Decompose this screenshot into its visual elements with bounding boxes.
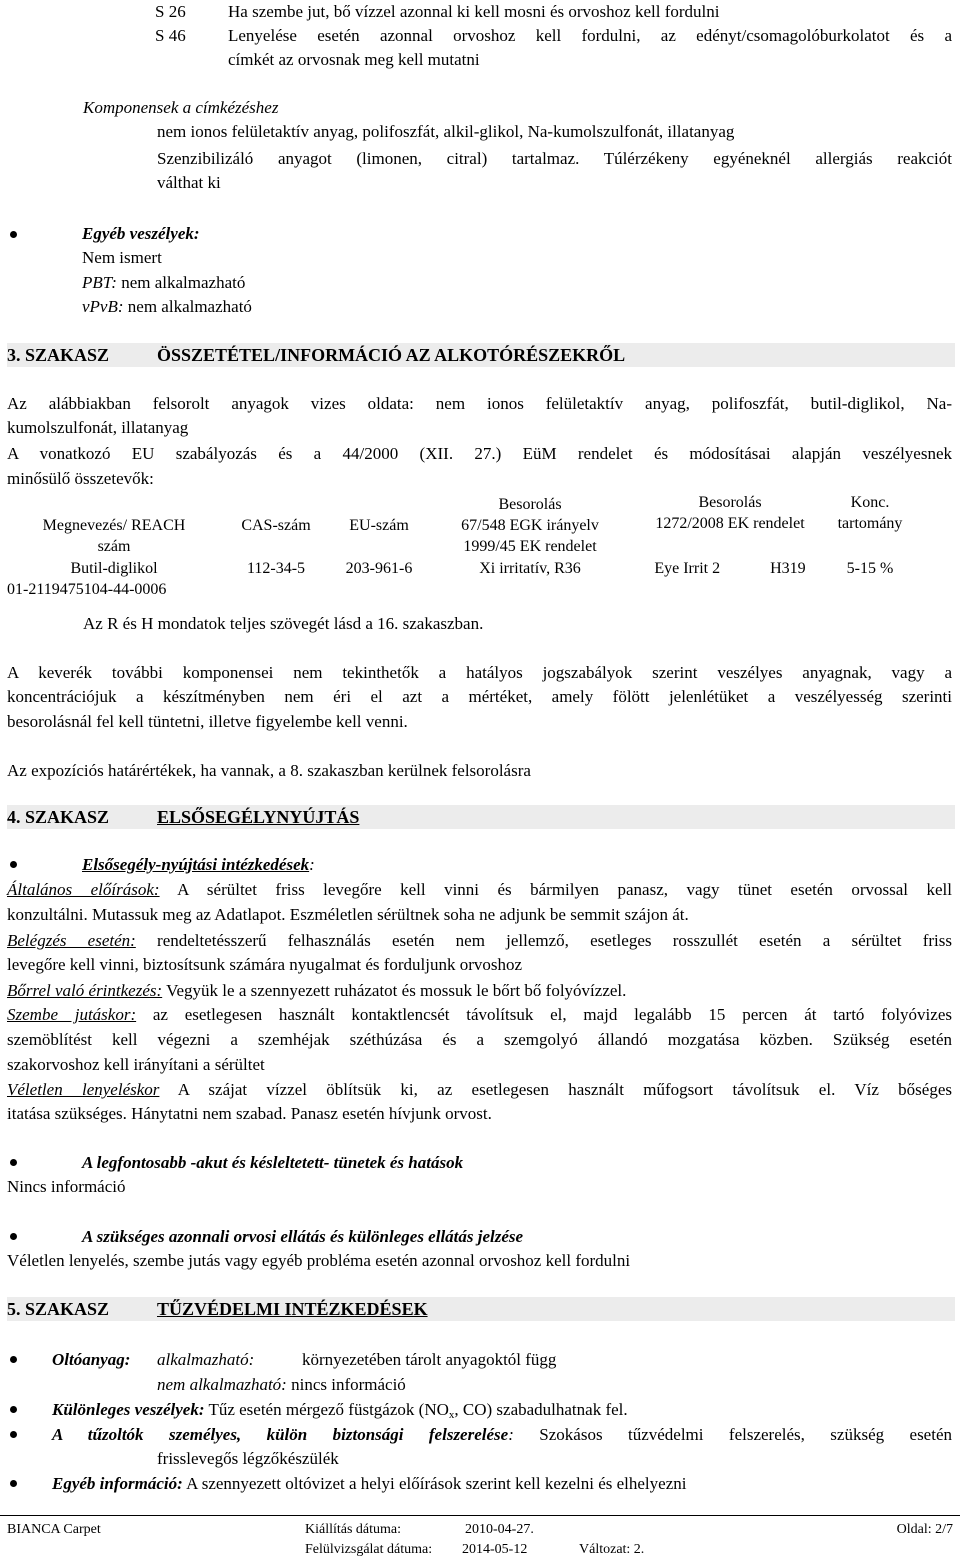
composition-paragraph: besorolásnál fel kell tüntetni, illetve figyelembe kell venni.	[7, 712, 408, 731]
cell-concentration: 5-15 %	[846, 560, 894, 577]
header-cas: CAS-szám	[241, 516, 311, 534]
composition-intro: kumolszulfonát, illatanyag	[7, 418, 189, 437]
bullet-icon	[10, 1233, 17, 1240]
other-info-label: Egyéb információ:	[52, 1474, 183, 1493]
header-class-clp: Besorolás 1272/2008 EK rendelet	[655, 494, 805, 532]
unsuitable-label: nem alkalmazható:	[157, 1375, 287, 1394]
section-5-header	[7, 1297, 955, 1321]
bullet-icon	[10, 1159, 17, 1166]
header-class-dsd: Besorolás 67/548 EGK irányelv 1999/45 EK rendelet	[461, 495, 599, 555]
s-phrase-code: S 26	[155, 2, 186, 21]
firefighter-equipment-cont: frisslevegős légzőkészülék	[157, 1449, 339, 1468]
section-number: 5. SZAKASZ	[7, 1299, 110, 1319]
footer-issue-label: Kiállítás dátuma:	[305, 1522, 402, 1537]
bullet-icon	[10, 861, 17, 868]
cell-name: Butil-diglikol 01-2119475104-44-0006	[7, 560, 167, 598]
footer-version: Változat: 2.	[579, 1542, 645, 1557]
s-phrase-text-cont: címkét az orvosnak meg kell mutatni	[228, 50, 480, 69]
suitable-label: alkalmazható:	[157, 1350, 255, 1369]
cell-class-dsd: Xi irritatív, R36	[479, 560, 581, 577]
suitable-value: környezetében tárolt anyagoktól függ	[302, 1350, 557, 1369]
skin-contact-advice: Bőrrel való érintkezés: Vegyük le a szennyezett ruházatot és mossuk le bőrt bő folyóvízzel.	[7, 981, 627, 1000]
table-header-row	[7, 492, 913, 558]
inhalation-advice: Belégzés esetén: rendeltetésszerű felhasználás esetén nem jellemző, esetleges rosszullét esetén a sérültet friss	[7, 931, 952, 950]
section-title: ELSŐSEGÉLYNYÚJTÁS	[157, 807, 360, 827]
other-hazards-heading: Egyéb veszélyek:	[82, 224, 200, 243]
inhalation-label: Belégzés esetén:	[7, 931, 136, 950]
bullet-icon	[10, 1480, 17, 1487]
s-phrase-text: Lenyelése esetén azonnal orvoshoz kell fordulni, az edényt/csomagolóburkolatot és a	[228, 26, 952, 45]
labelling-line: válthat ki	[157, 173, 221, 192]
ingestion-advice-cont: itatása szükséges. Hánytatni nem szabad. Panasz esetén hívjunk orvost.	[7, 1104, 492, 1123]
special-hazards: Különleges veszélyek: Tűz esetén mérgező füstgázok ($NO_x$, CO) szabadulhatnak fel.	[52, 1400, 628, 1421]
pbt-label: PBT:	[82, 273, 117, 292]
firefighter-label: A tűzoltók személyes, külön biztonsági felszerelése	[52, 1425, 509, 1444]
bullet-icon	[10, 1356, 17, 1363]
section-number: 3. SZAKASZ	[7, 345, 110, 365]
symptoms-text: Nincs információ	[7, 1177, 126, 1196]
unsuitable-line	[157, 1373, 406, 1397]
eye-contact-advice-cont: szemöblítést kell végezni a szemhéjak széthúzása és a szemgolyó állandó mozgatása közben. Szükség esetén	[7, 1030, 952, 1049]
composition-table	[7, 492, 913, 600]
first-aid-measures-heading: Elsősegély-nyújtási intézkedések:	[82, 855, 315, 874]
extinguishing-label: Oltóanyag:	[52, 1350, 131, 1369]
medical-attention-text: Véletlen lenyelés, szembe jutás vagy egyéb probléma esetén azonnal orvoshoz kell fordulni	[7, 1251, 631, 1270]
firefighter-equipment: A tűzoltók személyes, külön biztonsági felszerelése: Szokásos tűzvédelmi felszerelés, szükség esetén	[52, 1425, 952, 1444]
inhalation-advice-cont: levegőre kell vinni, biztosítsunk számára nyugalmat és forduljunk orvoshoz	[7, 955, 523, 974]
vpvb-label: vPvB:	[82, 297, 124, 316]
other-hazards-text: Nem ismert	[82, 248, 162, 267]
labelling-line: nem ionos felületaktív anyag, polifoszfát, alkil-glikol, Na-kumolszulfonát, illatanyag	[157, 122, 735, 141]
footer-review-date: 2014-05-12	[462, 1542, 528, 1557]
eye-label: Szembe jutáskor:	[7, 1005, 137, 1024]
vpvb-line	[82, 295, 252, 319]
labelling-heading: Komponensek a címkézéshez	[83, 98, 279, 117]
ingestion-advice: Véletlen lenyeléskor A szájat vízzel öblítsük ki, az esetlegesen használt műfogsort távolítsuk el. Víz bőséges	[7, 1080, 952, 1099]
cell-class-clp: Eye Irrit 2 H319	[654, 560, 806, 577]
section-number: 4. SZAKASZ	[7, 807, 110, 827]
composition-intro: A vonatkozó EU szabályozás és a 44/2000 (XII. 27.) EüM rendelet és módosításai alapján veszélyesnek	[7, 444, 952, 463]
footer-company: BIANCA Carpet	[7, 1522, 101, 1537]
bullet-icon	[10, 231, 17, 238]
eye-contact-advice-cont: szakorvoshoz kell irányítani a sérültet	[7, 1055, 265, 1074]
footer-issue-date: 2010-04-27.	[465, 1522, 534, 1537]
composition-intro: Az alábbiakban felsorolt anyagok vizes oldata: nem ionos felületaktív anyag, polifoszfát, butil-diglikol, Na-	[7, 394, 952, 413]
header-concentration: Konc. tartomány	[837, 494, 903, 532]
footer-divider	[0, 1515, 960, 1516]
header-name: Megnevezés/ REACH szám	[42, 516, 186, 555]
general-label: Általános előírások:	[7, 880, 160, 899]
exposure-note: Az expozíciós határértékek, ha vannak, a 8. szakaszban kerülnek felsorolásra	[7, 761, 531, 780]
symptoms-heading: A legfontosabb -akut és késleltetett- tünetek és hatások	[82, 1153, 464, 1172]
footer-page: Oldal: 2/7	[896, 1522, 953, 1537]
s-phrase-text: Ha szembe jut, bő vízzel azonnal ki kell mosni és orvoshoz kell fordulni	[228, 2, 720, 21]
bullet-icon	[10, 1406, 17, 1413]
composition-paragraph: koncentrációjuk a készítményben nem éri el azt a mértéket, amely fölött jelenlétüket a veszélyesség szerinti	[7, 687, 952, 706]
labelling-line: Szenzibilizáló anyagot (limonen, citral) tartalmaz. Túlérzékeny egyéneknél allergiás reakciót	[157, 149, 952, 168]
pbt-value: nem alkalmazható	[116, 273, 246, 292]
composition-intro: minősülő összetevők:	[7, 469, 154, 488]
footer-review-label: Felülvizsgálat dátuma:	[305, 1542, 433, 1557]
table-row	[7, 558, 913, 600]
section-title: ÖSSZETÉTEL/INFORMÁCIÓ AZ ALKOTÓRÉSZEKRŐL	[157, 345, 626, 365]
skin-label: Bőrrel való érintkezés:	[7, 981, 163, 1000]
ingestion-label: Véletlen lenyeléskor	[7, 1080, 160, 1099]
cell-cas: 112-34-5	[246, 560, 306, 577]
table-note: Az R és H mondatok teljes szövegét lásd a 16. szakaszban.	[83, 614, 484, 633]
cell-eu: 203-961-6	[345, 560, 413, 577]
section-3-header	[7, 343, 955, 367]
general-advice: Általános előírások: A sérültet friss levegőre kell vinni és bármilyen panasz, vagy tünet esetén orvossal kell	[7, 880, 952, 899]
section-title: TŰZVÉDELMI INTÉZKEDÉSEK	[157, 1299, 428, 1319]
vpvb-value: nem alkalmazható	[123, 297, 252, 316]
general-advice-cont: konzultálni. Mutassuk meg az Adatlapot. Eszméletlen sérültnek soha ne adjunk be semmit szájon át.	[7, 905, 689, 924]
pbt-line	[82, 271, 245, 295]
eye-contact-advice: Szembe jutáskor: az esetlegesen használt kontaktlencsét távolítsuk el, majd legalább 15 percen át tartó folyóvizes	[7, 1005, 952, 1024]
bullet-icon	[10, 1431, 17, 1438]
section-4-header	[7, 805, 955, 829]
medical-attention-heading: A szükséges azonnali orvosi ellátás és különleges ellátás jelzése	[82, 1227, 524, 1246]
unsuitable-value: nincs információ	[286, 1375, 406, 1394]
composition-paragraph: A keverék további komponensei nem tekinthetők a hatályos jogszabályok szerint veszélyes anyagnak, vagy a	[7, 663, 952, 682]
header-eu: EU-szám	[349, 516, 409, 534]
s-phrase-code: S 46	[155, 26, 186, 45]
special-hazards-label: Különleges veszélyek:	[52, 1400, 205, 1419]
other-information: Egyéb információ: A szennyezett oltóvizet a helyi előírások szerint kell kezelni és elhelyezni	[52, 1474, 687, 1493]
